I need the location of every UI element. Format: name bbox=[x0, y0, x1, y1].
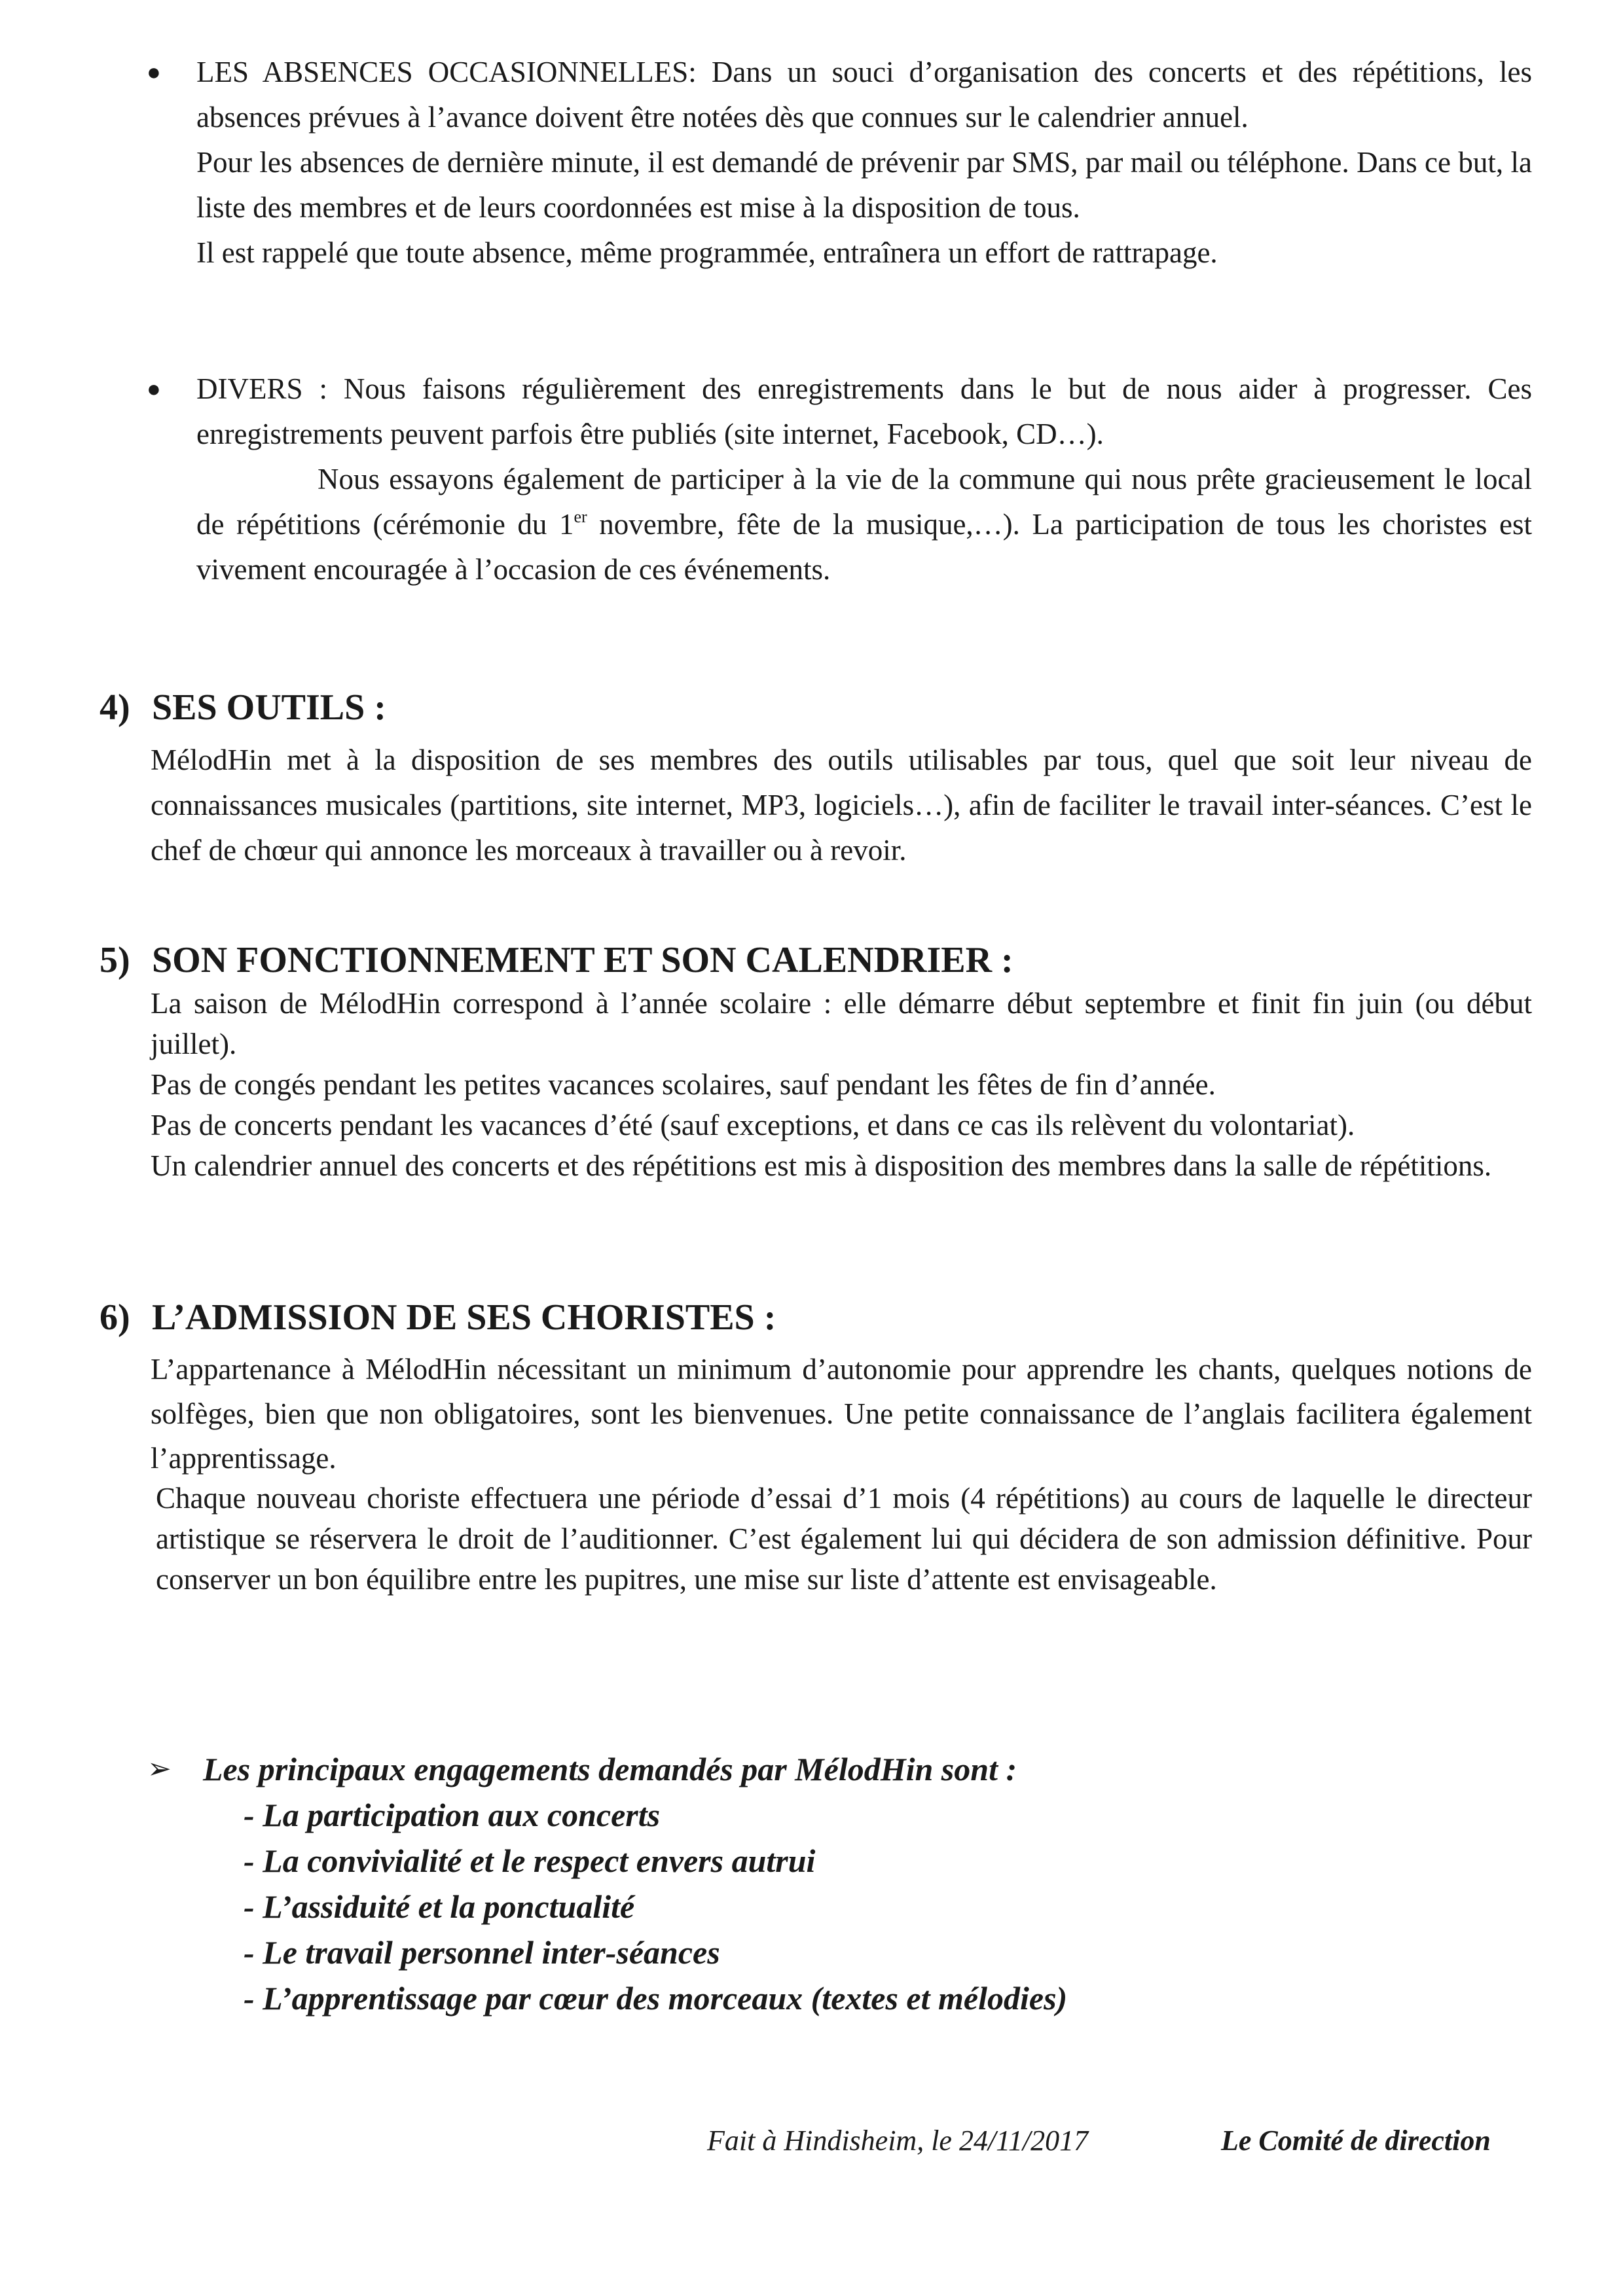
text-span: novembre, fête de la musique,…). La participation de tous les choristes est vivement encouragée à l’occasion de ces événements. bbox=[196, 508, 1532, 586]
footer-signature: Le Comité de direction bbox=[1221, 2125, 1491, 2157]
paragraph: Pour les absences de dernière minute, il est demandé de prévenir par SMS, par mail ou téléphone. Dans ce but, la liste des membres et de leurs coordonnées est mise à la disposition de tous. bbox=[196, 146, 1532, 224]
section-body bbox=[151, 738, 1532, 873]
section-number: 4) bbox=[100, 687, 130, 728]
paragraph: L’appartenance à MélodHin nécessitant un minimum d’autonomie pour apprendre les chants, quelques notions de solfèges, bien que non obligatoires, sont les bienvenues. Une petite connaissance de l’anglais facilitera également l’apprentissage. bbox=[151, 1353, 1532, 1475]
list-item: - La convivialité et le respect envers autrui bbox=[244, 1842, 816, 1879]
text-span: Nous essayons également de participer à la vie de la commune qui nous prête gracieusement le local de répétitions (cérémonie du 1 bbox=[196, 463, 1532, 541]
paragraph: Chaque nouveau choriste effectuera une période d’essai d’1 mois (4 répétitions) au cours de laquelle le directeur artistique se réservera le droit de l’auditionner. C’est également lui qui décidera de son admission définitive. Pour conserver un bon équilibre entre les pupitres, une mise sur liste d’attente est envisageable. bbox=[156, 1482, 1532, 1596]
section-number: 5) bbox=[100, 940, 130, 980]
section-heading bbox=[100, 937, 1013, 983]
list-item: - L’apprentissage par cœur des morceaux (textes et mélodies) bbox=[244, 1980, 1068, 2017]
superscript: er bbox=[574, 507, 587, 526]
section-number: 6) bbox=[100, 1297, 130, 1338]
section-body bbox=[151, 1347, 1532, 1480]
paragraph: La saison de MélodHin correspond à l’année scolaire : elle démarre début septembre et finit fin juin (ou début juillet). bbox=[151, 987, 1532, 1060]
bullet-divers bbox=[196, 367, 1532, 592]
section-title: SON FONCTIONNEMENT ET SON CALENDRIER : bbox=[152, 940, 1013, 980]
section-title: L’ADMISSION DE SES CHORISTES : bbox=[152, 1297, 776, 1338]
section-heading bbox=[100, 685, 386, 730]
bullet-absences bbox=[196, 50, 1532, 276]
section-heading bbox=[100, 1295, 776, 1340]
paragraph: LES ABSENCES OCCASIONNELLES: Dans un souci d’organisation des concerts et des répétitions, les absences prévues à l’avance doivent être notées dès que connues sur le calendrier annuel. bbox=[196, 56, 1532, 134]
list-item: - La participation aux concerts bbox=[244, 1797, 661, 1833]
paragraph: MélodHin met à la disposition de ses membres des outils utilisables par tous, quel que soit leur niveau de connaissances musicales (partitions, site internet, MP3, logiciels…), afin de faciliter le travail inter-séances. C’est le chef de chœur qui annonce les morceaux à travailler ou à revoir. bbox=[151, 744, 1532, 867]
paragraph: DIVERS : Nous faisons régulièrement des enregistrements dans le but de nous aider à progresser. Ces enregistrements peuvent parfois être publiés (site internet, Facebook, CD…). bbox=[196, 372, 1532, 450]
list-item: - Le travail personnel inter-séances bbox=[244, 1934, 720, 1971]
paragraph: Il est rappelé que toute absence, même programmée, entraînera un effort de rattrapage. bbox=[196, 236, 1218, 269]
paragraph: Un calendrier annuel des concerts et des répétitions est mis à disposition des membres dans la salle de répétitions. bbox=[151, 1149, 1492, 1182]
list-item: - L’assiduité et la ponctualité bbox=[244, 1888, 635, 1925]
bullet-dot: ● bbox=[147, 376, 161, 402]
paragraph bbox=[196, 457, 1532, 592]
arrow-icon: ➢ bbox=[147, 1753, 172, 1785]
commitments-list bbox=[244, 1792, 1067, 2021]
section-body bbox=[156, 1478, 1532, 1600]
paragraph: Pas de congés pendant les petites vacances scolaires, sauf pendant les fêtes de fin d’année. bbox=[151, 1068, 1216, 1101]
footer-place-date: Fait à Hindisheim, le 24/11/2017 bbox=[707, 2125, 1089, 2157]
bullet-dot: ● bbox=[147, 59, 161, 85]
section-body bbox=[151, 983, 1532, 1186]
commitments-intro: Les principaux engagements demandés par MélodHin sont : bbox=[203, 1751, 1017, 1787]
section-title: SES OUTILS : bbox=[152, 687, 386, 728]
paragraph: Pas de concerts pendant les vacances d’été (sauf exceptions, et dans ce cas ils relèvent du volontariat). bbox=[151, 1109, 1355, 1141]
